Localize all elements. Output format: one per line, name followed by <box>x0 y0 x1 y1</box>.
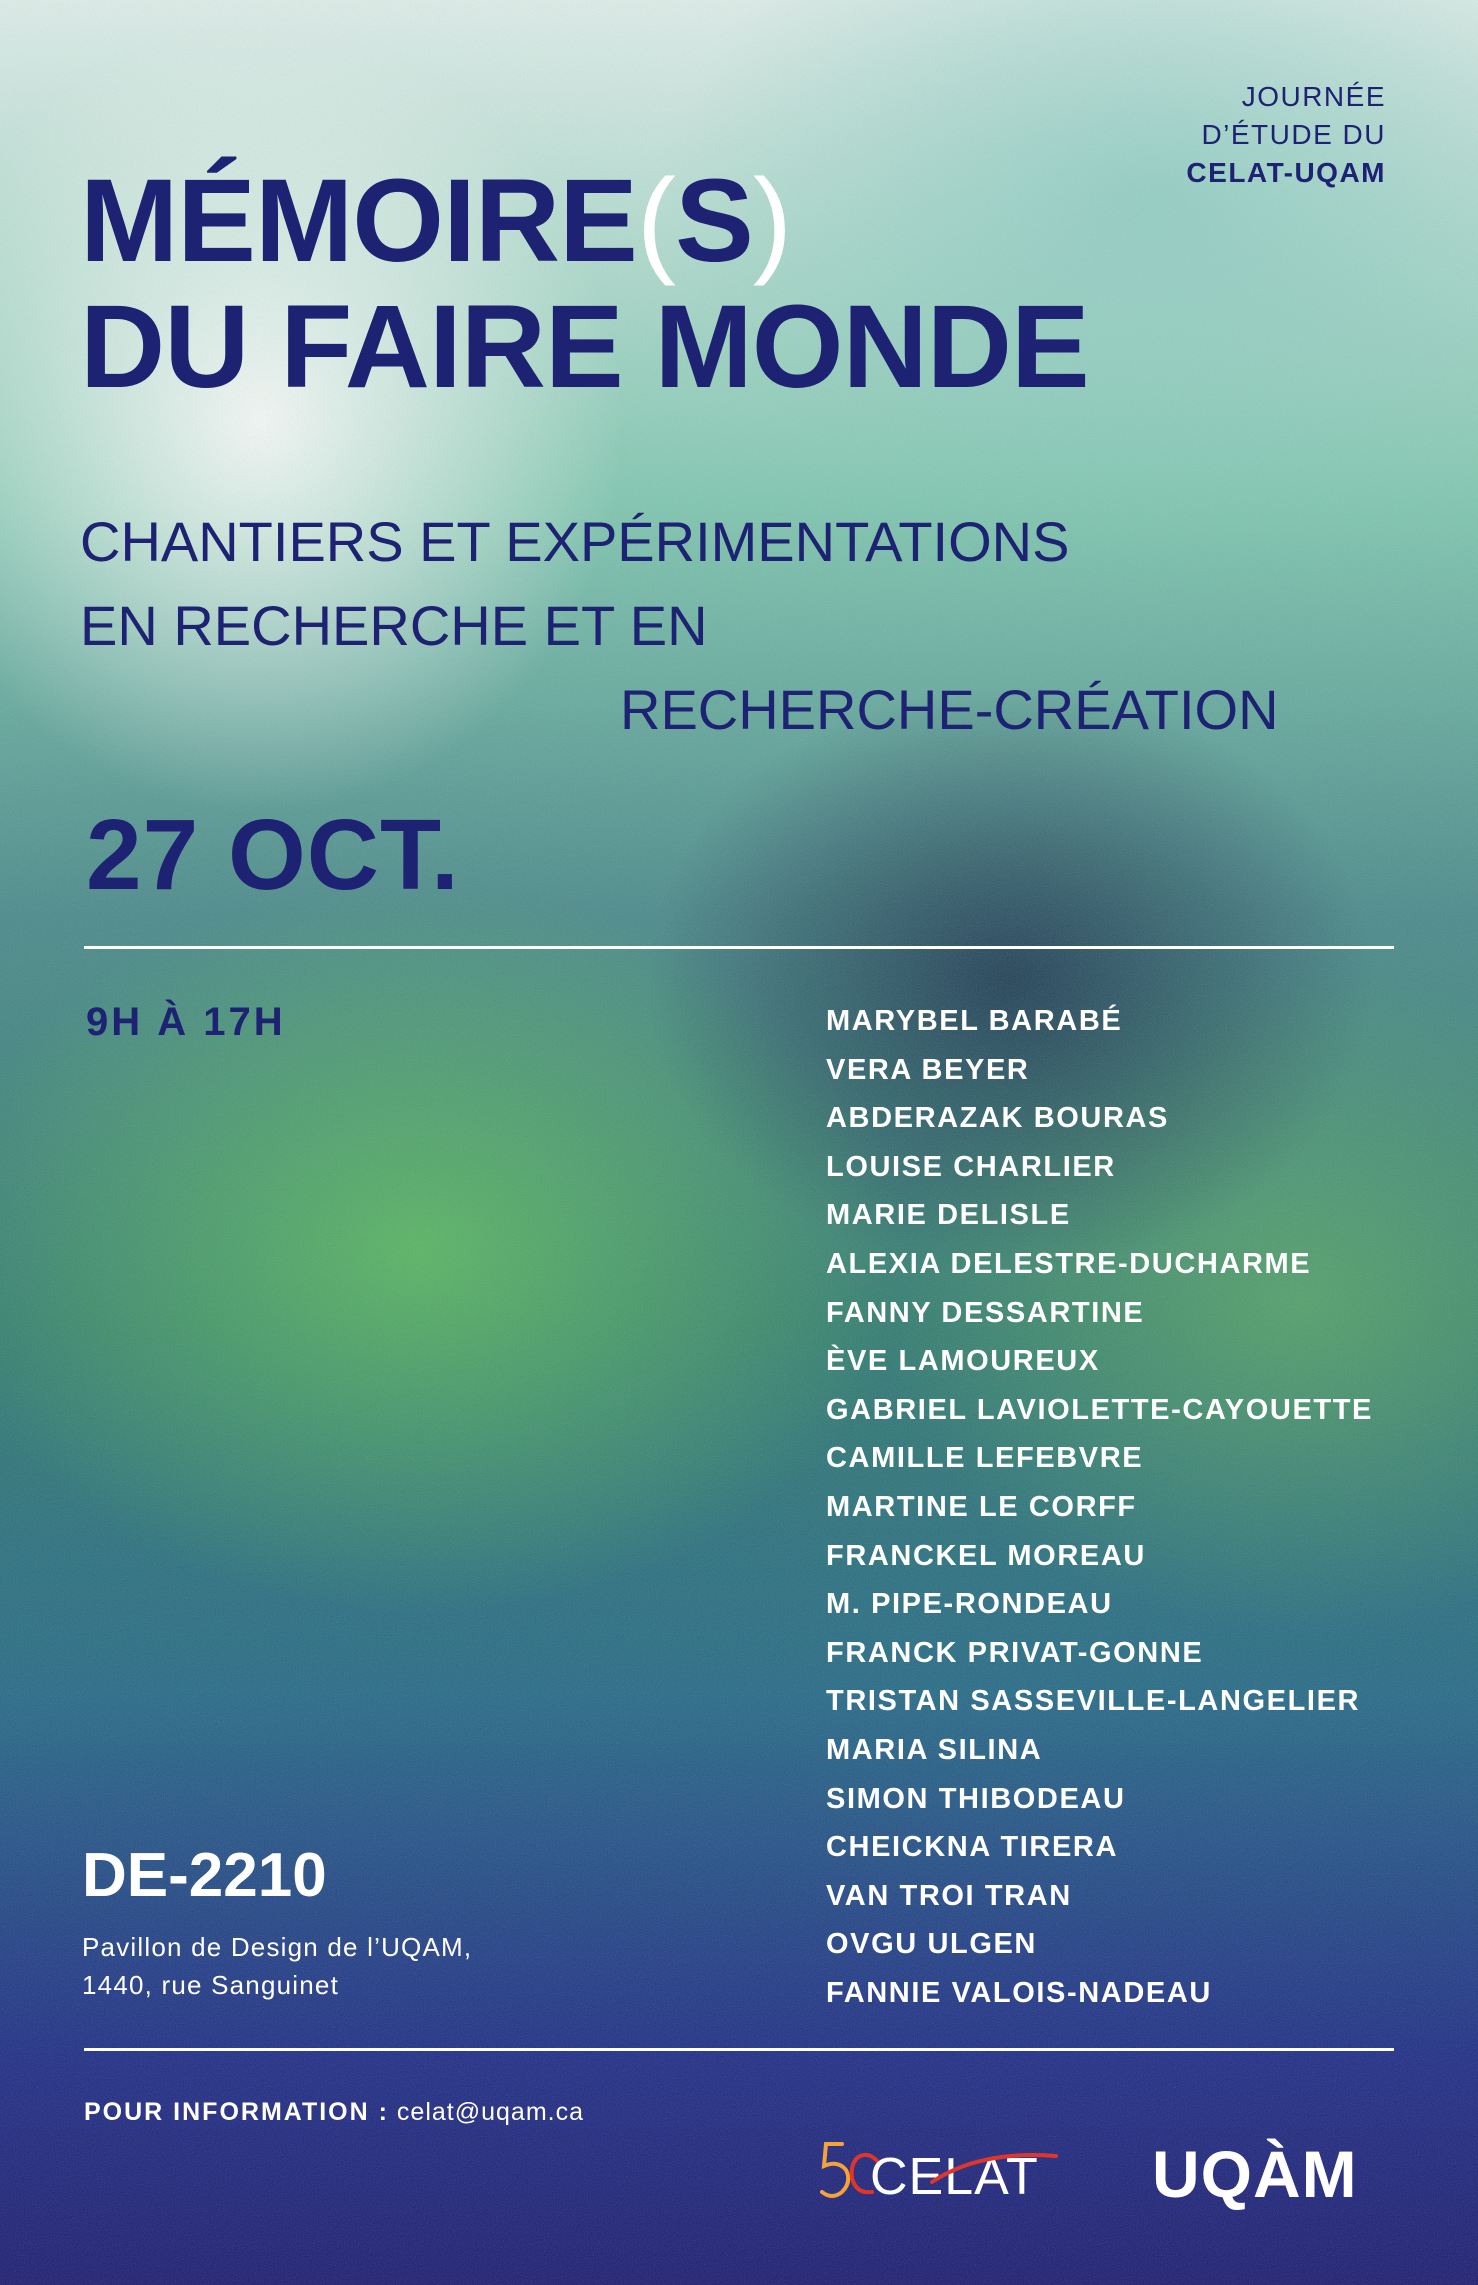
kicker-line-3: CELAT-UQAM <box>1186 157 1386 188</box>
speaker-name: VAN TROI TRAN <box>826 1879 1072 1912</box>
divider-bottom <box>84 2048 1394 2051</box>
speaker-list <box>826 997 1373 2017</box>
speaker-name: MARIE DELISLE <box>826 1199 1071 1232</box>
title-line-1 <box>80 155 1089 287</box>
kicker-line-1: JOURNÉE <box>1241 81 1386 112</box>
speaker-name: SIMON THIBODEAU <box>826 1782 1126 1815</box>
title-main-word: MÉMOIRE <box>80 155 637 287</box>
speaker-name: ÈVE LAMOUREUX <box>826 1345 1100 1378</box>
celat-50-logo <box>820 2122 1080 2212</box>
speaker-name: FANNY DESSARTINE <box>826 1296 1145 1329</box>
speaker-name: CHEICKNA TIRERA <box>826 1831 1118 1864</box>
speaker-name: ALEXIA DELESTRE-DUCHARME <box>826 1247 1312 1280</box>
uqam-logo: UQÀM <box>1152 2137 1358 2211</box>
address-line-1: Pavillon de Design de l’UQAM, <box>82 1932 473 1962</box>
venue-address <box>82 1928 472 2004</box>
title-line-2: DU FAIRE MONDE <box>80 281 1089 413</box>
speaker-name: ABDERAZAK BOURAS <box>826 1102 1169 1135</box>
speaker-name: OVGU ULGEN <box>826 1928 1037 1961</box>
speaker-name: M. PIPE-RONDEAU <box>826 1588 1113 1621</box>
poster-title <box>80 155 1089 413</box>
event-type-kicker <box>1186 78 1386 192</box>
speaker-name: MARIA SILINA <box>826 1733 1043 1766</box>
speaker-name: GABRIEL LAVIOLETTE-CAYOUETTE <box>826 1393 1373 1426</box>
speaker-name: VERA BEYER <box>826 1053 1030 1086</box>
speaker-name: CAMILLE LEFEBVRE <box>826 1442 1144 1475</box>
title-paren-open: ( <box>636 155 676 287</box>
speaker-name: MARYBEL BARABÉ <box>826 1005 1123 1037</box>
speaker-name: LOUISE CHARLIER <box>826 1150 1116 1183</box>
kicker-line-2: D’ÉTUDE DU <box>1201 119 1386 150</box>
address-line-2: 1440, rue Sanguinet <box>82 1970 339 2000</box>
speaker-name: FRANCK PRIVAT-GONNE <box>826 1636 1204 1669</box>
event-date: 27 OCT. <box>86 799 460 911</box>
subtitle-line-3: RECHERCHE-CRÉATION <box>620 678 1279 741</box>
room-number: DE-2210 <box>82 1841 327 1910</box>
logo-wordmark: CELAT <box>870 2148 1039 2206</box>
title-paren-close: ) <box>752 155 792 287</box>
contact-info <box>84 2098 584 2127</box>
speaker-name: MARTINE LE CORFF <box>826 1490 1137 1523</box>
speaker-name: FANNIE VALOIS-NADEAU <box>826 1976 1212 2009</box>
title-paren-letter: S <box>675 155 753 287</box>
divider-top <box>84 946 1394 949</box>
poster-subtitle <box>80 500 1400 752</box>
contact-label: POUR INFORMATION : <box>84 2098 389 2126</box>
event-hours: 9H À 17H <box>86 1000 286 1044</box>
speaker-name: TRISTAN SASSEVILLE-LANGELIER <box>826 1685 1361 1718</box>
subtitle-line-2: EN RECHERCHE ET EN <box>80 594 708 657</box>
subtitle-line-1: CHANTIERS ET EXPÉRIMENTATIONS <box>80 510 1070 573</box>
logo-digit-5 <box>822 2144 848 2196</box>
speaker-name: FRANCKEL MOREAU <box>826 1539 1146 1572</box>
contact-email-link[interactable]: celat@uqam.ca <box>396 2098 584 2126</box>
